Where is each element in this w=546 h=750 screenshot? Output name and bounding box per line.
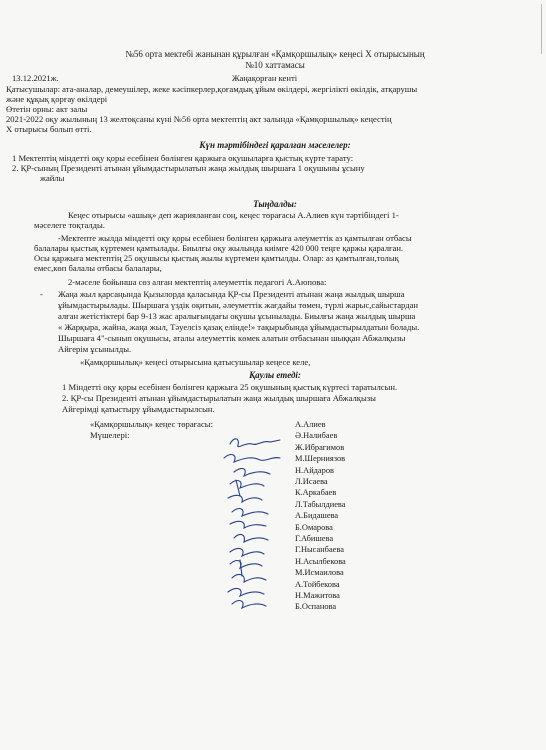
bullet-mark: - [40, 289, 43, 299]
paragraph-line: -Мектепте жылда міндетті оқу қоры есебінен бөлінген қаржыға әлеуметтік аз қамтылған отбасы [58, 233, 412, 243]
location-line: Өтетін орны: акт залы [6, 104, 88, 114]
participants-line: Қатысушылар: ата-аналар, демеушілер, жеке кәсіпкерлер,қоғамдық ұйым өкілдері, жергілікті өкілдік, атқарушы [6, 84, 418, 94]
chair-label: «Қамқоршылық» кеңес төрағасы: [90, 419, 213, 429]
signatory-name: Л.Исаева [295, 477, 328, 486]
signatory-name: Б.Омарова [295, 522, 333, 532]
document-place: Жаңақорған кенті [232, 73, 298, 83]
document-date: 13.12.2021ж. [12, 73, 59, 83]
agenda-item: 2. ҚР-сының Президенті атынан ұйымдастырылатын жаңа жылдық шыршаға 1 оқушыны ұсыну [12, 163, 365, 173]
document-title: №56 орта мектебі жанынан құрылған «Қамқоршылық» кеңесі Х отырысының [125, 49, 425, 59]
paragraph-line: Жаңа жыл қарсаңында Қызылорда қаласында ҚР-сы Президенті атынан жаңа жылдық шырша [58, 289, 405, 299]
heard-heading: Тыңдалды: [253, 199, 297, 209]
resolution-item: Айгерімді қатыстыру ұйымдастырылсын. [62, 404, 215, 414]
paragraph-line: 2-мәселе бойынша сөз алған мектептің әлеуметтік педагогі А.Аюпова: [68, 277, 327, 287]
signatory-name: Г.Абишева [295, 534, 334, 543]
members-label: Мүшелері: [90, 430, 130, 440]
intro-line: 2021-2022 оқу жылының 13 желтоқсаны күні №56 орта мектептің акт залында «Қамқоршылық» кеңестің [6, 114, 392, 124]
agenda-item: жайлы [40, 173, 65, 183]
paragraph-line: « Жарқыра, жайна, жаңа жыл, Тәуелсіз қазақ елінде!» тақырыбында ұйымдастырылдатын болады. [58, 322, 420, 332]
signatory-name: А.Алиев [295, 420, 326, 429]
signatory-name: А.Тойбекова [295, 579, 340, 589]
resolution-item: 1 Міндетті оқу қоры есебінен бөлінген қаржыға 25 оқушының қыстық күртесі таратылсын. [62, 382, 398, 392]
paragraph-line: алған жетістіктері бар 9-13 жас аралығындағы оқушы ұсынылады. Биылғы жаңа жылдық шырша [58, 311, 416, 321]
page-edge-mark [533, 4, 542, 54]
signatory-name: Г.Нысанбаева [295, 545, 344, 555]
resolved-heading: Қаулы етеді: [249, 370, 301, 380]
paragraph-line: Осы қаржыға мектептің 25 оқушысы қыстық жылы күртемен қамтылды. Олар: аз қамтылған,толық [34, 253, 399, 263]
signatory-name: Н.Айдаров [295, 465, 334, 475]
signatory-name: М.Шерниязов [295, 454, 346, 464]
signatory-name: М.Исмаилова [295, 568, 344, 578]
resolution-item: 2. ҚР-сы Президенті атынан ұйымдастырылатын жаңа жылдық шыршаға Абжалқызы [62, 393, 376, 403]
paragraph-line: ұйымдастырылады. Шыршаға үздік оқитын, әлеуметтік жағдайы төмен, түрлі жарыс,сайыстардан [58, 300, 418, 310]
paragraph-line: балалары қыстық күртемен қамтылады. Биылғы оқу жылында киімге 420 000 теңге қаржы қаралған. [34, 243, 404, 253]
document-number: №10 хаттамасы [245, 60, 305, 70]
paragraph-line: емес,көп балалы отбасы балалары, [34, 263, 162, 273]
signatory-name: Ә.Налибаев [295, 431, 338, 441]
intro-line: Х отырысы болып өтті. [6, 124, 92, 134]
signatory-name: Н.Мажитова [295, 591, 340, 600]
handwritten-signatures [200, 436, 290, 616]
paragraph-line: «Қамқоршылық» кеңесі отырысына қатысушылар кеңесе келе, [80, 357, 311, 367]
paragraph-line: мәселеге тоқталды. [34, 220, 105, 230]
agenda-item: 1 Мектептің міндетті оқу қоры есебінен бөлінген қаржыға оқушыларға қыстық күрте тарату: [12, 153, 354, 163]
participants-line: және құқық қорғау өкілдері [6, 94, 108, 104]
signatory-name: К.Аркабаев [295, 488, 337, 498]
agenda-heading: Күн тәртібіндегі қаралған мәселелер: [199, 140, 351, 150]
signatory-name: Н.Асылбекова [295, 556, 346, 566]
signatory-name: Б.Оспанова [295, 602, 337, 612]
signatory-name: Ж.Ибрагимов [295, 442, 345, 452]
paragraph-line: Айгерім ұсынылды. [58, 344, 132, 354]
signatory-name: Л.Табылдиева [295, 499, 346, 509]
signatory-name: А.Бидашева [295, 511, 339, 521]
paragraph-line: Кеңес отырысы «ашық» деп жарияланған соң, кеңес төрағасы А.Алиев күн тәртібіндегі 1- [68, 210, 399, 220]
paragraph-line: Шыршаға 4"-сынып оқушысы, аталы әлеуметтік көмек алатын отбасынан шыққан Абжалқызы [58, 333, 406, 343]
